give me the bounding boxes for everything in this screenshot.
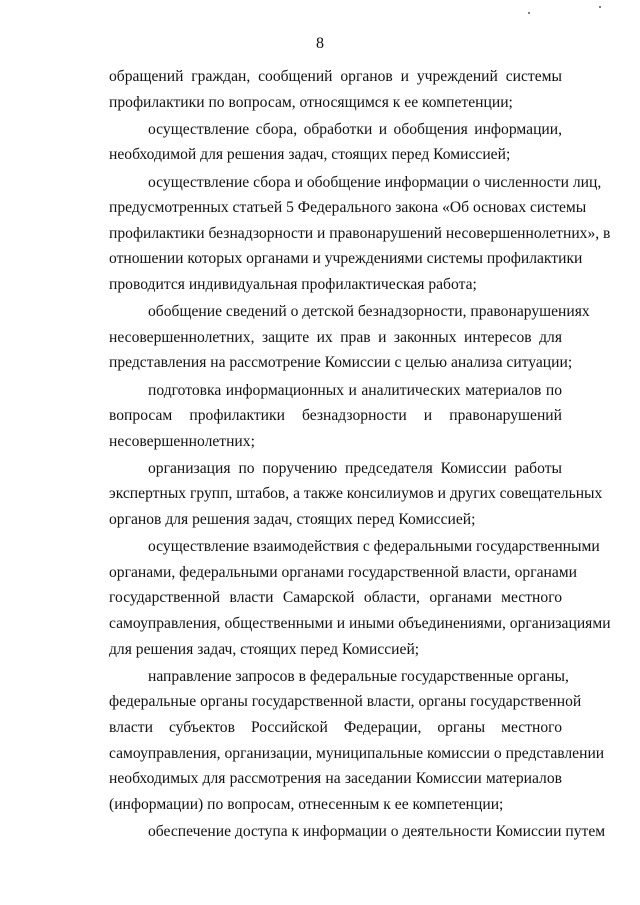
scan-speck — [599, 6, 601, 8]
text-line: несовершеннолетних, защите их прав и законных интересов для — [109, 328, 562, 346]
paragraph — [70, 456, 603, 533]
paragraph — [70, 117, 562, 168]
text-line: органами, федеральными органами государственной власти, органами — [109, 563, 577, 581]
text-line: обращений граждан, сообщений органов и учреждений системы — [109, 68, 562, 85]
text-line: отношении которых органами и учреждениями системы профилактики — [109, 250, 583, 268]
text-line: (информации) по вопросам, отнесенным к ее компетенции; — [109, 795, 504, 813]
text-line: подготовка информационных и аналитических материалов по — [148, 381, 562, 399]
text-line: органов для решения задач, стоящих перед Комиссией; — [109, 511, 476, 529]
paragraph — [70, 170, 611, 298]
paragraph — [70, 819, 606, 845]
paragraph — [70, 664, 605, 818]
text-line: осуществление взаимодействия с федеральными государственными — [148, 538, 600, 556]
paragraph — [70, 378, 562, 455]
text-line: самоуправления, организации, муниципальные комиссии о представлении — [109, 744, 605, 762]
paragraph — [70, 534, 611, 662]
text-line: федеральные органы государственной власти, органы государственной — [109, 693, 582, 711]
text-line: государственной власти Самарской области, органами местного — [109, 589, 562, 607]
text-line: вопросам профилактики безнадзорности и правонарушений — [109, 407, 562, 425]
text-line: осуществление сбора и обобщение информации о численности лиц, — [148, 173, 602, 191]
text-line: направление запросов в федеральные государственные органы, — [148, 667, 569, 685]
text-line: для решения задач, стоящих перед Комиссией; — [109, 640, 420, 658]
paragraph — [70, 64, 562, 115]
scan-speck — [528, 12, 530, 14]
text-line: представления на рассмотрение Комиссии с целью анализа ситуации; — [109, 354, 573, 372]
text-line: самоуправления, общественными и иными объединениями, организациями — [109, 615, 611, 633]
text-line: экспертных групп, штабов, а также консилиумов и других совещательных — [109, 485, 603, 503]
text-line: предусмотренных статьей 5 Федерального закона «Об основах системы — [109, 199, 587, 217]
text-line: профилактики по вопросам, относящимся к ее компетенции; — [109, 93, 513, 111]
text-line: власти субъектов Российской Федерации, органы местного — [109, 719, 562, 736]
document-body — [70, 64, 611, 845]
text-line: необходимой для решения задач, стоящих перед Комиссией; — [109, 146, 511, 164]
page-number: 8 — [316, 35, 324, 52]
text-line: обобщение сведений о детской безнадзорности, правонарушениях — [148, 303, 590, 321]
text-line: необходимых для рассмотрения на заседании Комиссии материалов — [109, 770, 562, 788]
text-line: обеспечение доступа к информации о деятельности Комиссии путем — [148, 822, 606, 840]
paragraph — [70, 299, 590, 376]
text-line: несовершеннолетних; — [109, 432, 255, 450]
text-line: профилактики безнадзорности и правонарушений несовершеннолетних», в — [109, 224, 611, 242]
text-line: организация по поручению председателя Комиссии работы — [148, 459, 562, 477]
text-line: проводится индивидуальная профилактическая работа; — [109, 275, 477, 293]
text-line: осуществление сбора, обработки и обобщения информации, — [148, 120, 562, 138]
